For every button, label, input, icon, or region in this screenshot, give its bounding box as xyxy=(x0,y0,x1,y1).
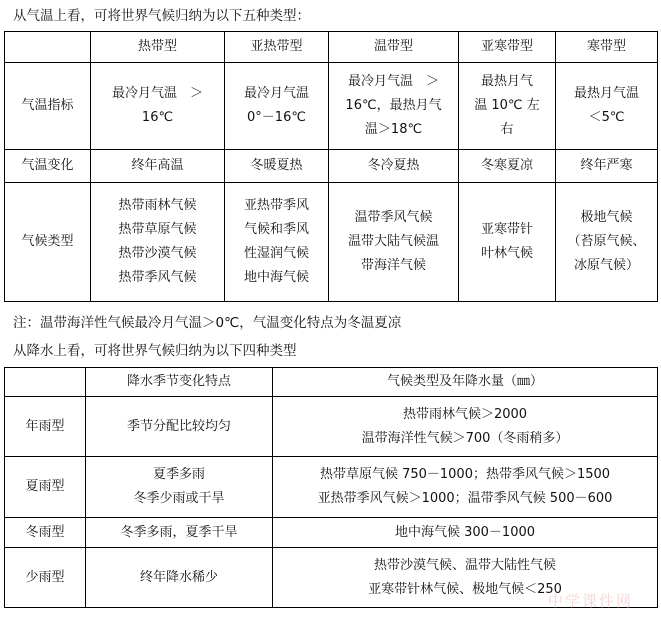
climate-cell: 地中海气候 300－1000 xyxy=(273,518,658,548)
table1-header-tropical: 热带型 xyxy=(91,32,225,63)
cell-line: ＜5℃ xyxy=(588,110,625,125)
cell-line: 温 10℃ 左 xyxy=(474,98,540,113)
table1-note: 注：温带海洋性气候最冷月气温＞0℃，气温变化特点为冬温夏凉 xyxy=(13,315,402,331)
row-label: 气温指标 xyxy=(5,63,91,150)
cell-line: 亚热带季风气候＞1000；温带季风气候 500－600 xyxy=(317,491,613,506)
cell-line: 热带季风气候 xyxy=(118,270,197,285)
cell-line: 最热月气温 xyxy=(573,86,639,101)
row-label: 冬雨型 xyxy=(5,518,86,548)
table1-header-temperate: 温带型 xyxy=(329,32,459,63)
cell-line: 热带沙漠气候、温带大陆性气候 xyxy=(373,557,556,573)
row-label: 夏雨型 xyxy=(5,457,86,518)
feature-cell: 冬季多雨，夏季干旱 xyxy=(86,518,273,548)
intro-precipitation: 从降水上看，可将世界气候归纳为以下四种类型 xyxy=(13,343,297,359)
cell-line: 气候和季风 xyxy=(243,222,309,237)
cell: 冬寒夏凉 xyxy=(459,150,556,183)
cell-line: 最冷月气温 ＞ xyxy=(347,74,439,89)
cell-line: 亚热带季风 xyxy=(243,198,309,213)
table2-row-year-round-rain xyxy=(5,397,658,457)
intro-temperature: 从气温上看，可将世界气候归纳为以下五种类型： xyxy=(13,8,310,24)
precipitation-climate-table xyxy=(4,367,658,608)
row-label: 气候类型 xyxy=(5,183,91,302)
row-label: 气温变化 xyxy=(5,150,91,183)
cell xyxy=(329,63,459,150)
cell: 终年高温 xyxy=(91,150,225,183)
table1-header-corner xyxy=(5,32,91,63)
feature-cell: 终年降水稀少 xyxy=(86,548,273,608)
table2-header-corner xyxy=(5,368,86,397)
feature-cell xyxy=(86,457,273,518)
cell-line: 夏季多雨 xyxy=(152,467,205,482)
cell-line: 最冷月气温 ＞ xyxy=(111,86,203,101)
table2-row-summer-rain xyxy=(5,457,658,518)
cell-line: 热带雨林气候 xyxy=(118,198,197,213)
table1-header-polar: 寒带型 xyxy=(556,32,658,63)
cell-line: 温带大陆气候温 xyxy=(347,234,439,249)
cell-line: 地中海气候 xyxy=(243,270,309,285)
cell-line: 热带草原气候 750－1000；热带季风气候＞1500 xyxy=(319,467,611,482)
table1-header-row xyxy=(5,32,658,63)
table2-row-winter-rain xyxy=(5,518,658,548)
cell-line: 最冷月气温 xyxy=(243,86,309,101)
table1-row-temperature-index xyxy=(5,63,658,150)
table1-header-subarctic: 亚寒带型 xyxy=(459,32,556,63)
cell-line: 热带雨林气候＞2000 xyxy=(402,406,528,422)
cell xyxy=(556,183,658,302)
cell-line: 叶林气候 xyxy=(480,246,533,261)
temperature-climate-table xyxy=(4,31,658,302)
cell-line: 亚寒带针林气候、极地气候＜250 xyxy=(368,581,562,597)
table1-header-subtropical: 亚热带型 xyxy=(225,32,329,63)
cell-line: 性湿润气候 xyxy=(243,246,309,261)
cell-line: 温带海洋性气候＞700（冬雨稍多） xyxy=(361,430,569,446)
cell-line: 极地气候 xyxy=(580,210,633,225)
cell-line: 16℃ xyxy=(141,110,174,125)
cell-line: 冰原气候） xyxy=(573,258,639,273)
table1-row-climate-type xyxy=(5,183,658,302)
cell xyxy=(459,183,556,302)
cell xyxy=(329,183,459,302)
table2-header-climate: 气候类型及年降水量（㎜） xyxy=(273,368,658,397)
feature-cell: 季节分配比较均匀 xyxy=(86,397,273,457)
cell-line: 最热月气 xyxy=(480,74,533,89)
cell xyxy=(225,63,329,150)
cell-line: 带海洋气候 xyxy=(360,258,426,273)
cell xyxy=(225,183,329,302)
cell xyxy=(556,63,658,150)
cell-line: 温＞18℃ xyxy=(364,122,423,137)
cell xyxy=(91,63,225,150)
cell: 终年严寒 xyxy=(556,150,658,183)
cell-line: 热带草原气候 xyxy=(118,222,197,237)
cell-line: 热带沙漠气候 xyxy=(118,246,197,261)
watermark: 中学课件网 xyxy=(547,592,633,610)
row-label: 少雨型 xyxy=(5,548,86,608)
climate-cell xyxy=(273,457,658,518)
cell-line: 温带季风气候 xyxy=(354,210,433,225)
table2-header-feature: 降水季节变化特点 xyxy=(86,368,273,397)
climate-cell xyxy=(273,397,658,457)
cell: 冬暖夏热 xyxy=(225,150,329,183)
row-label: 年雨型 xyxy=(5,397,86,457)
cell xyxy=(459,63,556,150)
cell-line: 右 xyxy=(500,122,514,137)
cell-line: （苔原气候、 xyxy=(567,234,646,249)
cell-line: 亚寒带针 xyxy=(480,222,533,237)
cell-line: 0°－16℃ xyxy=(247,110,306,125)
table2-header-row xyxy=(5,368,658,397)
cell-line: 16℃，最热月气 xyxy=(345,98,442,113)
cell-line: 冬季少雨或干旱 xyxy=(133,491,225,506)
cell xyxy=(91,183,225,302)
table1-row-temperature-change xyxy=(5,150,658,183)
cell: 冬冷夏热 xyxy=(329,150,459,183)
